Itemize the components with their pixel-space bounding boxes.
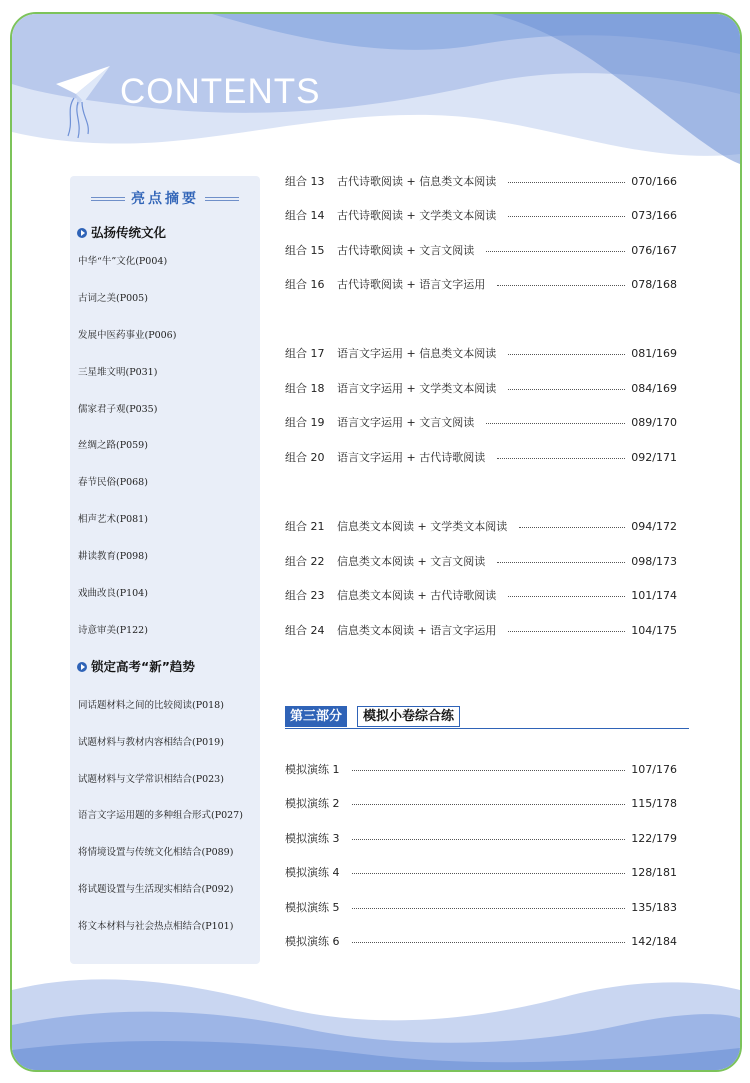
entry-number: 组合 16 xyxy=(285,278,325,291)
entry-title: 古代诗歌阅读 + 语言文字运用 xyxy=(337,278,486,291)
heading-divider xyxy=(205,197,239,201)
list-item: 将情境设置与传统文化相结合(P089) xyxy=(78,847,234,858)
entry-number: 组合 19 xyxy=(285,416,325,429)
entry-title: 信息类文本阅读 + 语言文字运用 xyxy=(337,624,497,637)
list-item: 诗意审美(P122) xyxy=(78,625,148,636)
list-item: 丝绸之路(P059) xyxy=(78,440,148,451)
list-item: 古词之美(P005) xyxy=(78,293,148,304)
entry-number: 组合 15 xyxy=(285,244,325,257)
dot-leader xyxy=(508,389,625,390)
toc-entry[interactable] xyxy=(285,622,677,638)
toc-entry[interactable] xyxy=(285,899,677,915)
entry-title: 语言文字运用 + 文学类文本阅读 xyxy=(337,382,497,395)
section-heading xyxy=(77,223,166,241)
entry-title: 信息类文本阅读 + 文言文阅读 xyxy=(337,555,486,568)
entry-title: 模拟演练 1 xyxy=(285,763,340,776)
entry-number: 组合 21 xyxy=(285,520,325,533)
list-item: 三星堆文明(P031) xyxy=(78,367,158,378)
entry-page: 104/175 xyxy=(631,623,677,637)
entry-number: 组合 22 xyxy=(285,555,325,568)
dot-leader xyxy=(508,216,625,217)
entry-title: 模拟演练 5 xyxy=(285,901,340,914)
entry-title: 模拟演练 2 xyxy=(285,797,340,810)
list-item: 试题材料与教材内容相结合(P019) xyxy=(78,737,224,748)
entry-page: 128/181 xyxy=(631,865,677,879)
toc-entry[interactable] xyxy=(285,173,677,189)
dot-leader xyxy=(497,285,625,286)
entry-title: 语言文字运用 + 信息类文本阅读 xyxy=(337,347,497,360)
entry-page: 070/166 xyxy=(631,174,677,188)
entry-page: 094/172 xyxy=(631,519,677,533)
entry-page: 076/167 xyxy=(631,243,677,257)
dot-leader xyxy=(352,770,626,771)
entry-number: 组合 13 xyxy=(285,175,325,188)
dot-leader xyxy=(508,182,625,183)
entry-number: 组合 20 xyxy=(285,451,325,464)
toc-entry[interactable] xyxy=(285,345,677,361)
entry-title: 模拟演练 4 xyxy=(285,866,340,879)
entry-title: 信息类文本阅读 + 文学类文本阅读 xyxy=(337,520,508,533)
dot-leader xyxy=(508,354,625,355)
list-item: 耕读教育(P098) xyxy=(78,551,148,562)
dot-leader xyxy=(352,804,626,805)
dot-leader xyxy=(508,596,625,597)
list-item: 春节民俗(P068) xyxy=(78,477,148,488)
entry-title: 古代诗歌阅读 + 信息类文本阅读 xyxy=(337,175,497,188)
list-item: 中华“牛”文化(P004) xyxy=(78,256,168,267)
list-item: 将文本材料与社会热点相结合(P101) xyxy=(78,921,234,932)
toc-entry[interactable] xyxy=(285,795,677,811)
toc-entry[interactable] xyxy=(285,933,677,949)
entry-number: 组合 24 xyxy=(285,624,325,637)
section-title: 弘扬传统文化 xyxy=(91,225,167,240)
toc-entry[interactable] xyxy=(285,276,677,292)
entry-title: 古代诗歌阅读 + 文言文阅读 xyxy=(337,244,475,257)
dot-leader xyxy=(352,942,626,943)
toc-entry[interactable] xyxy=(285,380,677,396)
entry-page: 107/176 xyxy=(631,762,677,776)
entry-page: 101/174 xyxy=(631,588,677,602)
entry-page: 115/178 xyxy=(631,796,677,810)
entry-title: 模拟演练 3 xyxy=(285,832,340,845)
entry-page: 122/179 xyxy=(631,831,677,845)
entry-page: 078/168 xyxy=(631,277,677,291)
sidebar-heading-text: 亮点摘要 xyxy=(131,191,199,207)
toc-entry[interactable] xyxy=(285,449,677,465)
page-title: CONTENTS xyxy=(120,72,321,111)
dot-leader xyxy=(486,423,625,424)
dot-leader xyxy=(508,631,625,632)
list-item: 同话题材料之间的比较阅读(P018) xyxy=(78,700,224,711)
list-item: 发展中医药事业(P006) xyxy=(78,330,177,341)
toc-entry[interactable] xyxy=(285,864,677,880)
dot-leader xyxy=(352,839,626,840)
toc-entry[interactable] xyxy=(285,761,677,777)
entry-number: 组合 23 xyxy=(285,589,325,602)
paper-plane-icon xyxy=(52,62,112,142)
entry-number: 组合 14 xyxy=(285,209,325,222)
dot-leader xyxy=(352,873,626,874)
entry-number: 组合 18 xyxy=(285,382,325,395)
bottom-wave-decoration xyxy=(12,950,740,1070)
toc-entry[interactable] xyxy=(285,553,677,569)
toc-entry[interactable] xyxy=(285,242,677,258)
list-item: 相声艺术(P081) xyxy=(78,514,148,525)
list-item: 试题材料与文学常识相结合(P023) xyxy=(78,774,224,785)
toc-entry[interactable] xyxy=(285,414,677,430)
entry-page: 092/171 xyxy=(631,450,677,464)
section-title: 锁定高考“新”趋势 xyxy=(91,659,195,674)
list-item: 语言文字运用题的多种组合形式(P027) xyxy=(78,810,243,821)
entry-page: 084/169 xyxy=(631,381,677,395)
toc-entry[interactable] xyxy=(285,587,677,603)
entry-page: 073/166 xyxy=(631,208,677,222)
entry-page: 142/184 xyxy=(631,934,677,948)
entry-page: 089/170 xyxy=(631,415,677,429)
list-item: 戏曲改良(P104) xyxy=(78,588,148,599)
entry-title: 信息类文本阅读 + 古代诗歌阅读 xyxy=(337,589,497,602)
heading-divider xyxy=(91,197,125,201)
toc-entry[interactable] xyxy=(285,518,677,534)
play-circle-icon xyxy=(77,662,87,672)
entry-page: 081/169 xyxy=(631,346,677,360)
entry-title: 语言文字运用 + 古代诗歌阅读 xyxy=(337,451,486,464)
section-heading xyxy=(77,657,195,675)
toc-entry[interactable] xyxy=(285,207,677,223)
entry-number: 组合 17 xyxy=(285,347,325,360)
dot-leader xyxy=(519,527,625,528)
dot-leader xyxy=(497,458,625,459)
dot-leader xyxy=(497,562,625,563)
entry-page: 135/183 xyxy=(631,900,677,914)
toc-entry[interactable] xyxy=(285,830,677,846)
highlights-sidebar xyxy=(70,176,260,964)
sidebar-heading xyxy=(70,188,260,208)
part-three-header xyxy=(285,706,689,729)
list-item: 儒家君子观(P035) xyxy=(78,404,158,415)
part-tag: 第三部分 xyxy=(285,706,347,727)
dot-leader xyxy=(352,908,626,909)
entry-title: 古代诗歌阅读 + 文学类文本阅读 xyxy=(337,209,497,222)
dot-leader xyxy=(486,251,625,252)
entry-title: 模拟演练 6 xyxy=(285,935,340,948)
list-item: 将试题设置与生活现实相结合(P092) xyxy=(78,884,234,895)
part-name: 模拟小卷综合练 xyxy=(357,706,460,727)
entry-title: 语言文字运用 + 文言文阅读 xyxy=(337,416,475,429)
play-circle-icon xyxy=(77,228,87,238)
entry-page: 098/173 xyxy=(631,554,677,568)
